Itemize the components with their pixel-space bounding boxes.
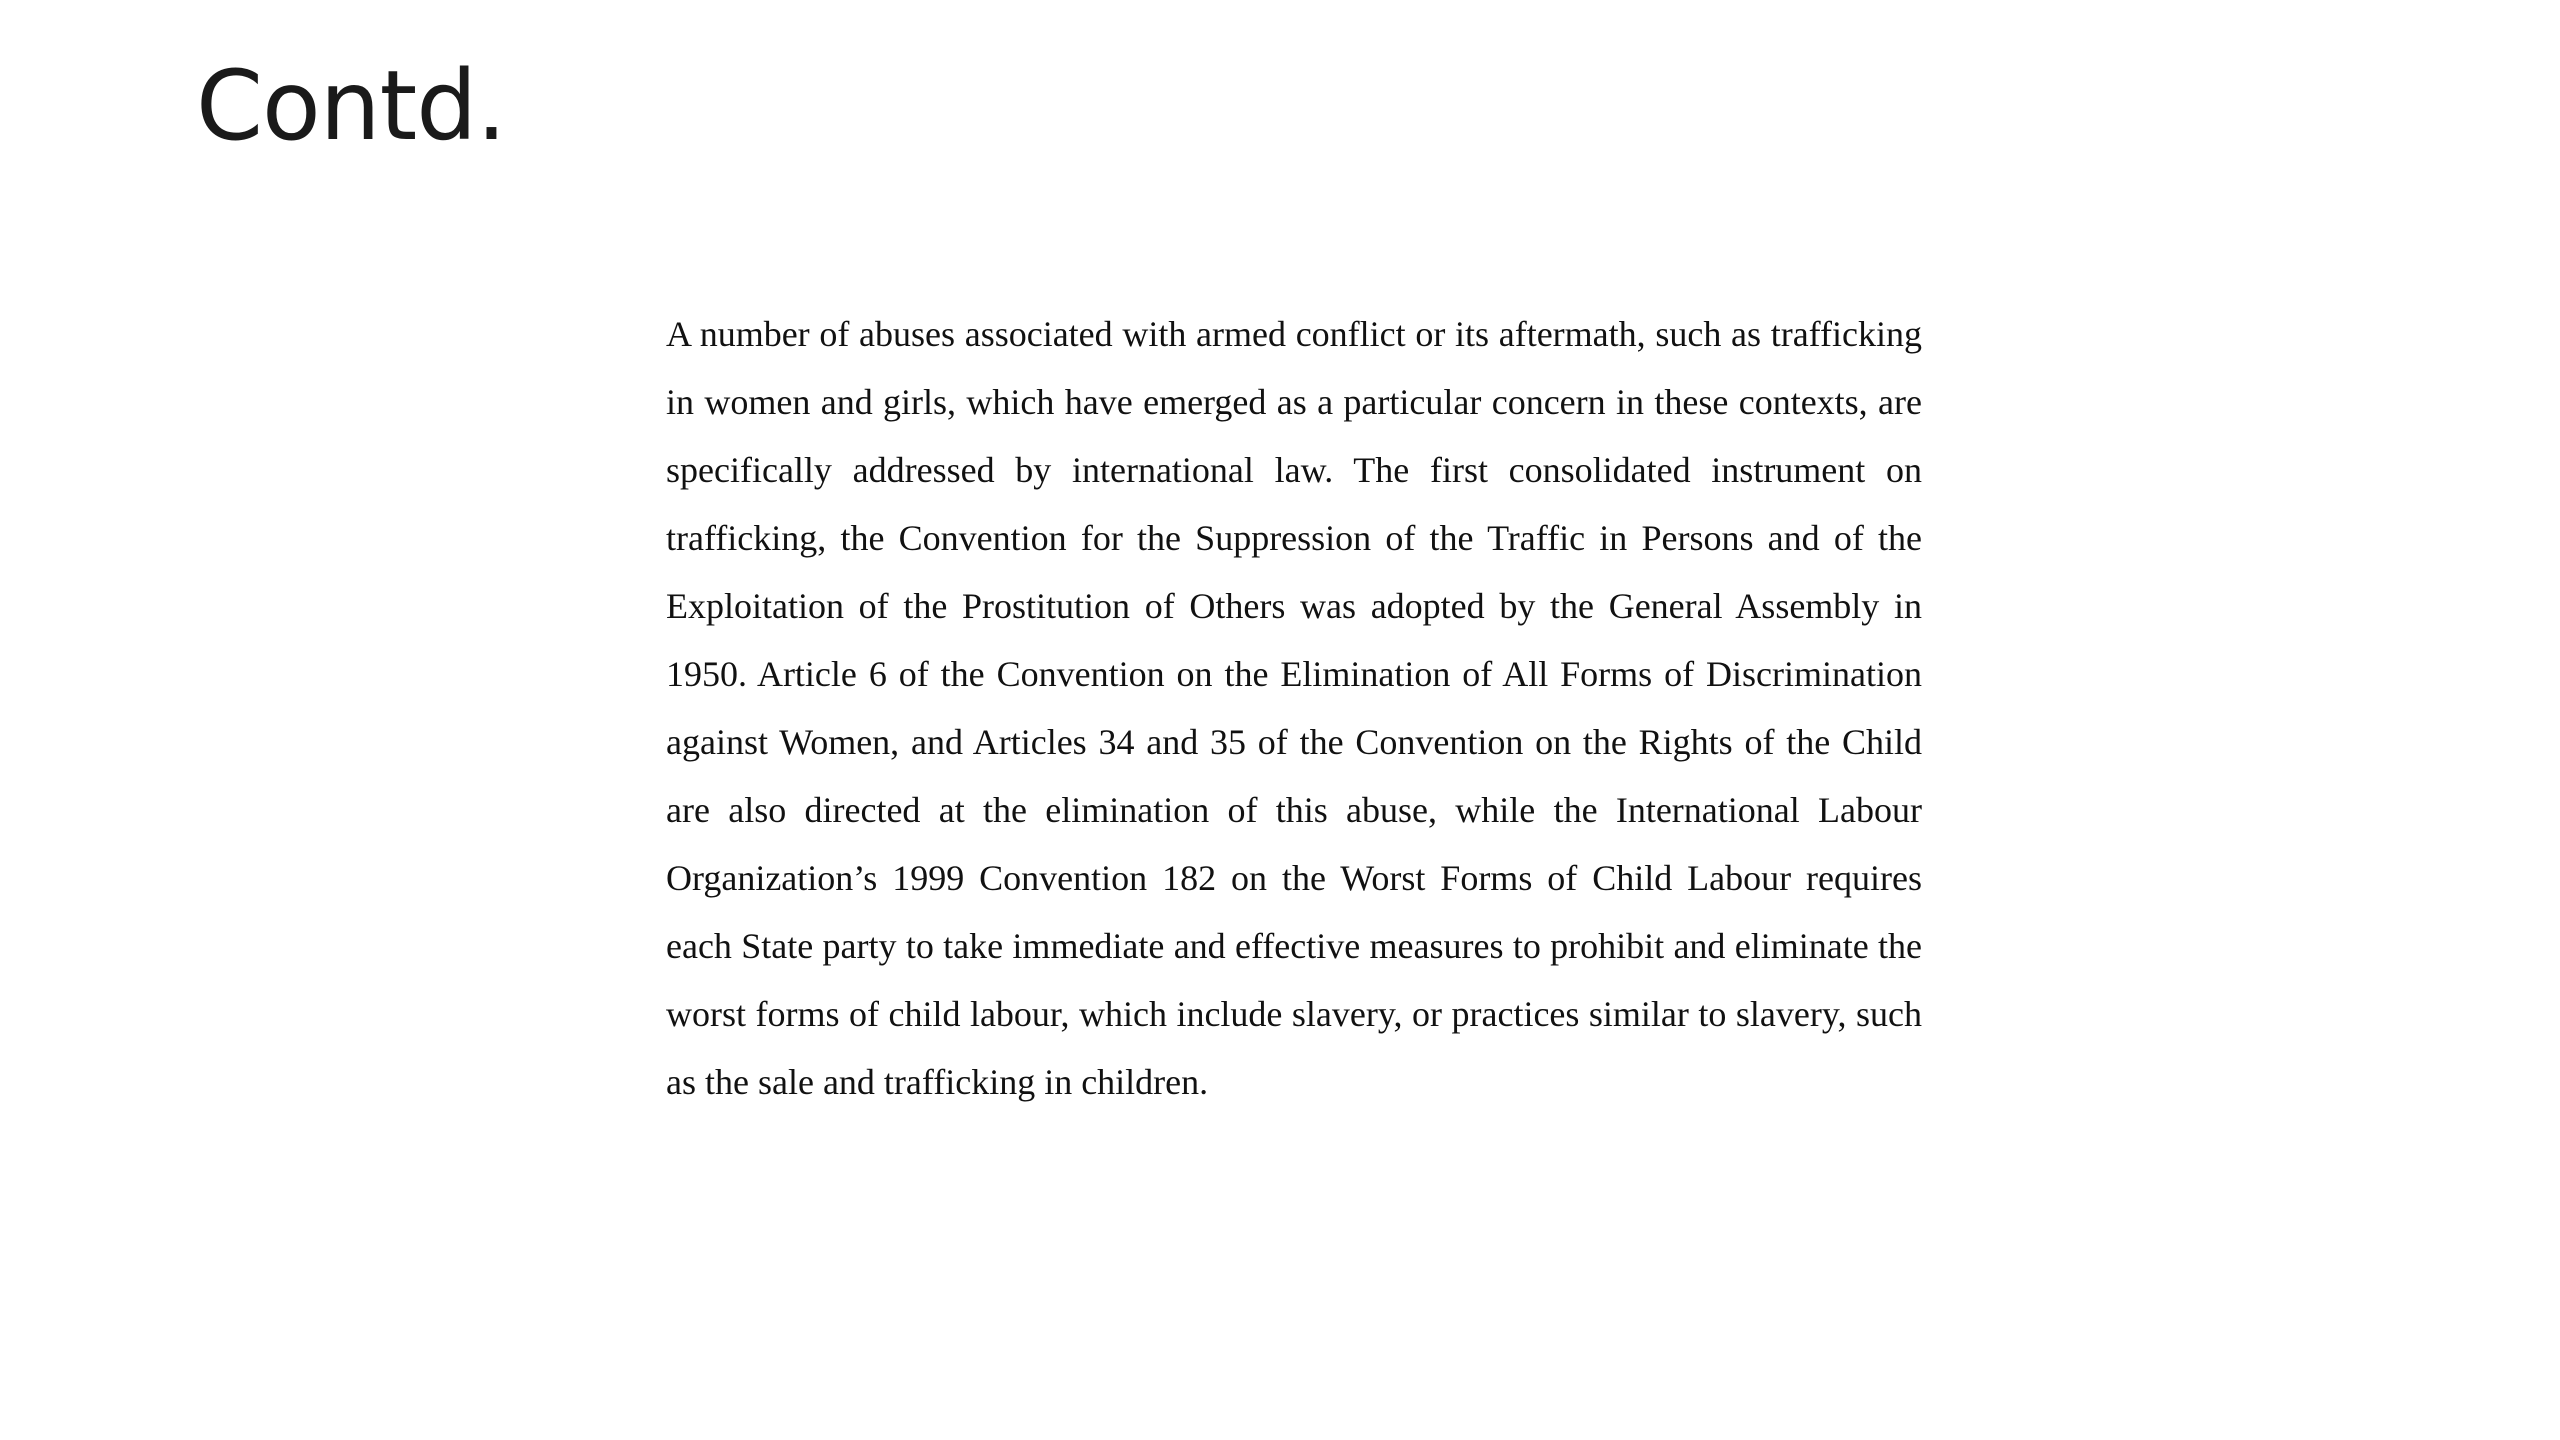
slide-title: Contd. (196, 50, 506, 162)
slide-body-text: A number of abuses associated with armed conflict or its aftermath, such as trafficking in women and girls, which have emerged as a particular concern in these contexts, are specifically addressed by international law. The first consolidated instrument on trafficking, the Convention for the Suppression of the Traffic in Persons and of the Exploitation of the Prostitution of Others was adopted by the General Assembly in 1950. Article 6 of the Convention on the Elimination of All Forms of Discrimination against Women, and Articles 34 and 35 of the Convention on the Rights of the Child are also directed at the elimination of this abuse, while the International Labour Organization’s 1999 Convention 182 on the Worst Forms of Child Labour requires each State party to take immediate and effective measures to prohibit and eliminate the worst forms of child labour, which include slavery, or practices similar to slavery, such as the sale and trafficking in children. (666, 314, 1922, 1102)
